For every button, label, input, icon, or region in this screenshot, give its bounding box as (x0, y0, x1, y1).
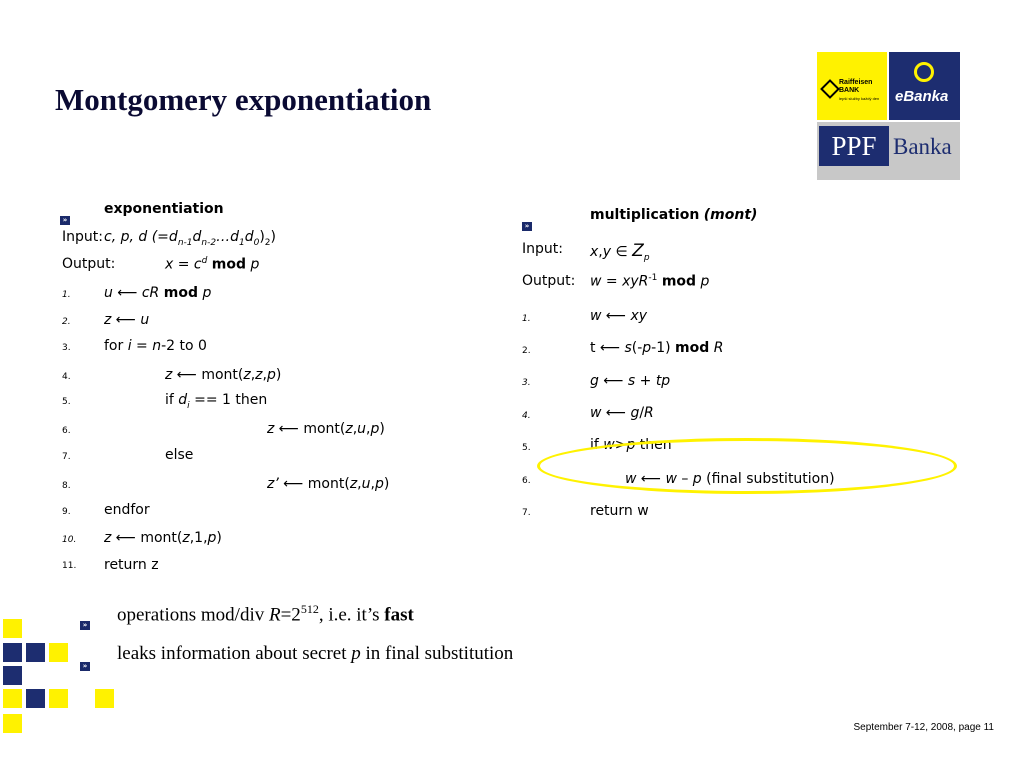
final-substitution-label: (final substitution) (706, 471, 835, 487)
step-text: w ⟵ w – p (final substitution) (625, 471, 835, 487)
highlight-ellipse (537, 438, 957, 494)
step-text: if $d_i == 1$ then (165, 392, 268, 411)
step-number: 5. (522, 443, 531, 453)
step-number: 6. (522, 476, 531, 486)
raiffeisen-mark-icon (820, 79, 840, 99)
footer-date-page: September 7-12, 2008, page 11 (853, 722, 994, 733)
ppf-banka-text: Banka (893, 134, 952, 159)
step-number: 1. (62, 290, 71, 300)
step-number: 4. (62, 372, 71, 382)
step-text: u ⟵ cR mod p (104, 285, 212, 301)
left-input-label: Input: (62, 229, 103, 245)
step-text-else: else (165, 447, 194, 463)
step-number: 11. (62, 561, 77, 571)
step-number: 8. (62, 481, 71, 491)
step-text: w ⟵ xy (590, 308, 648, 324)
page-title: Montgomery exponentiation (55, 82, 432, 117)
step-text-return: return z (104, 557, 159, 573)
left-output-label: Output: (62, 256, 116, 272)
left-input-value: c, p, d $(=d_{n-1}d_{n-2}\dots d_1d_0)_2$) (104, 229, 276, 248)
ebanka-name: eBanka (895, 88, 949, 105)
step-number: 7. (522, 508, 531, 518)
note-leaks: leaks information about secret p in final substitution (117, 643, 514, 664)
ppf-logo: PPF (819, 126, 889, 166)
right-heading: multiplication (mont) (590, 207, 758, 223)
step-number: 4. (522, 411, 531, 421)
raiffeisen-logo (817, 52, 887, 120)
right-output-value: w = xyR$^{-1}$ mod p (590, 273, 710, 290)
step-text: w ⟵ g/R (590, 405, 654, 421)
step-number: 3. (62, 343, 71, 353)
step-number: 10. (62, 535, 77, 545)
step-text-return: return w (590, 503, 649, 519)
note-bullet-icon: » (80, 653, 90, 672)
step-text: z’ ⟵ mont(z,u,p) (267, 476, 390, 492)
right-input-value: x,y ∈ $Z_p$ (590, 241, 650, 263)
ebanka-logo (889, 52, 960, 120)
step-number: 3. (522, 378, 531, 388)
note-bullet-icon: » (80, 612, 90, 631)
ebanka-mark-icon (914, 62, 934, 82)
step-text: z ⟵ mont(z,u,p) (267, 421, 385, 437)
step-number: 7. (62, 452, 71, 462)
step-number: 9. (62, 507, 71, 517)
step-text-endfor: endfor (104, 502, 150, 518)
right-bullet-icon: » (522, 213, 532, 232)
step-number: 5. (62, 397, 71, 407)
step-text: z ⟵ u (104, 312, 150, 328)
step-number: 2. (62, 317, 71, 327)
step-text: z ⟵ mont(z,1,p) (104, 530, 222, 546)
step-number: 1. (522, 314, 531, 324)
step-text: if w>p then (590, 437, 672, 453)
raiffeisen-tagline: lepší služby každý den (839, 96, 880, 101)
step-text: for i = n-2 to 0 (104, 338, 207, 354)
step-number: 6. (62, 426, 71, 436)
right-input-label: Input: (522, 241, 563, 257)
step-text: t ⟵ s(-p-1) mod R (590, 340, 724, 356)
step-text: z ⟵ mont(z,z,p) (165, 367, 282, 383)
step-number: 2. (522, 346, 531, 356)
left-heading: exponentiation (104, 201, 224, 217)
note-operations: operations mod/div $R=2^{512}$, i.e. it’s fast (117, 602, 414, 626)
left-bullet-icon: » (60, 207, 70, 226)
right-output-label: Output: (522, 273, 576, 289)
step-text: g ⟵ s + tp (590, 373, 671, 389)
raiffeisen-name: Raiffeisen BANK (839, 79, 873, 94)
left-output-value: $x = c^d$ mod p (165, 256, 260, 273)
